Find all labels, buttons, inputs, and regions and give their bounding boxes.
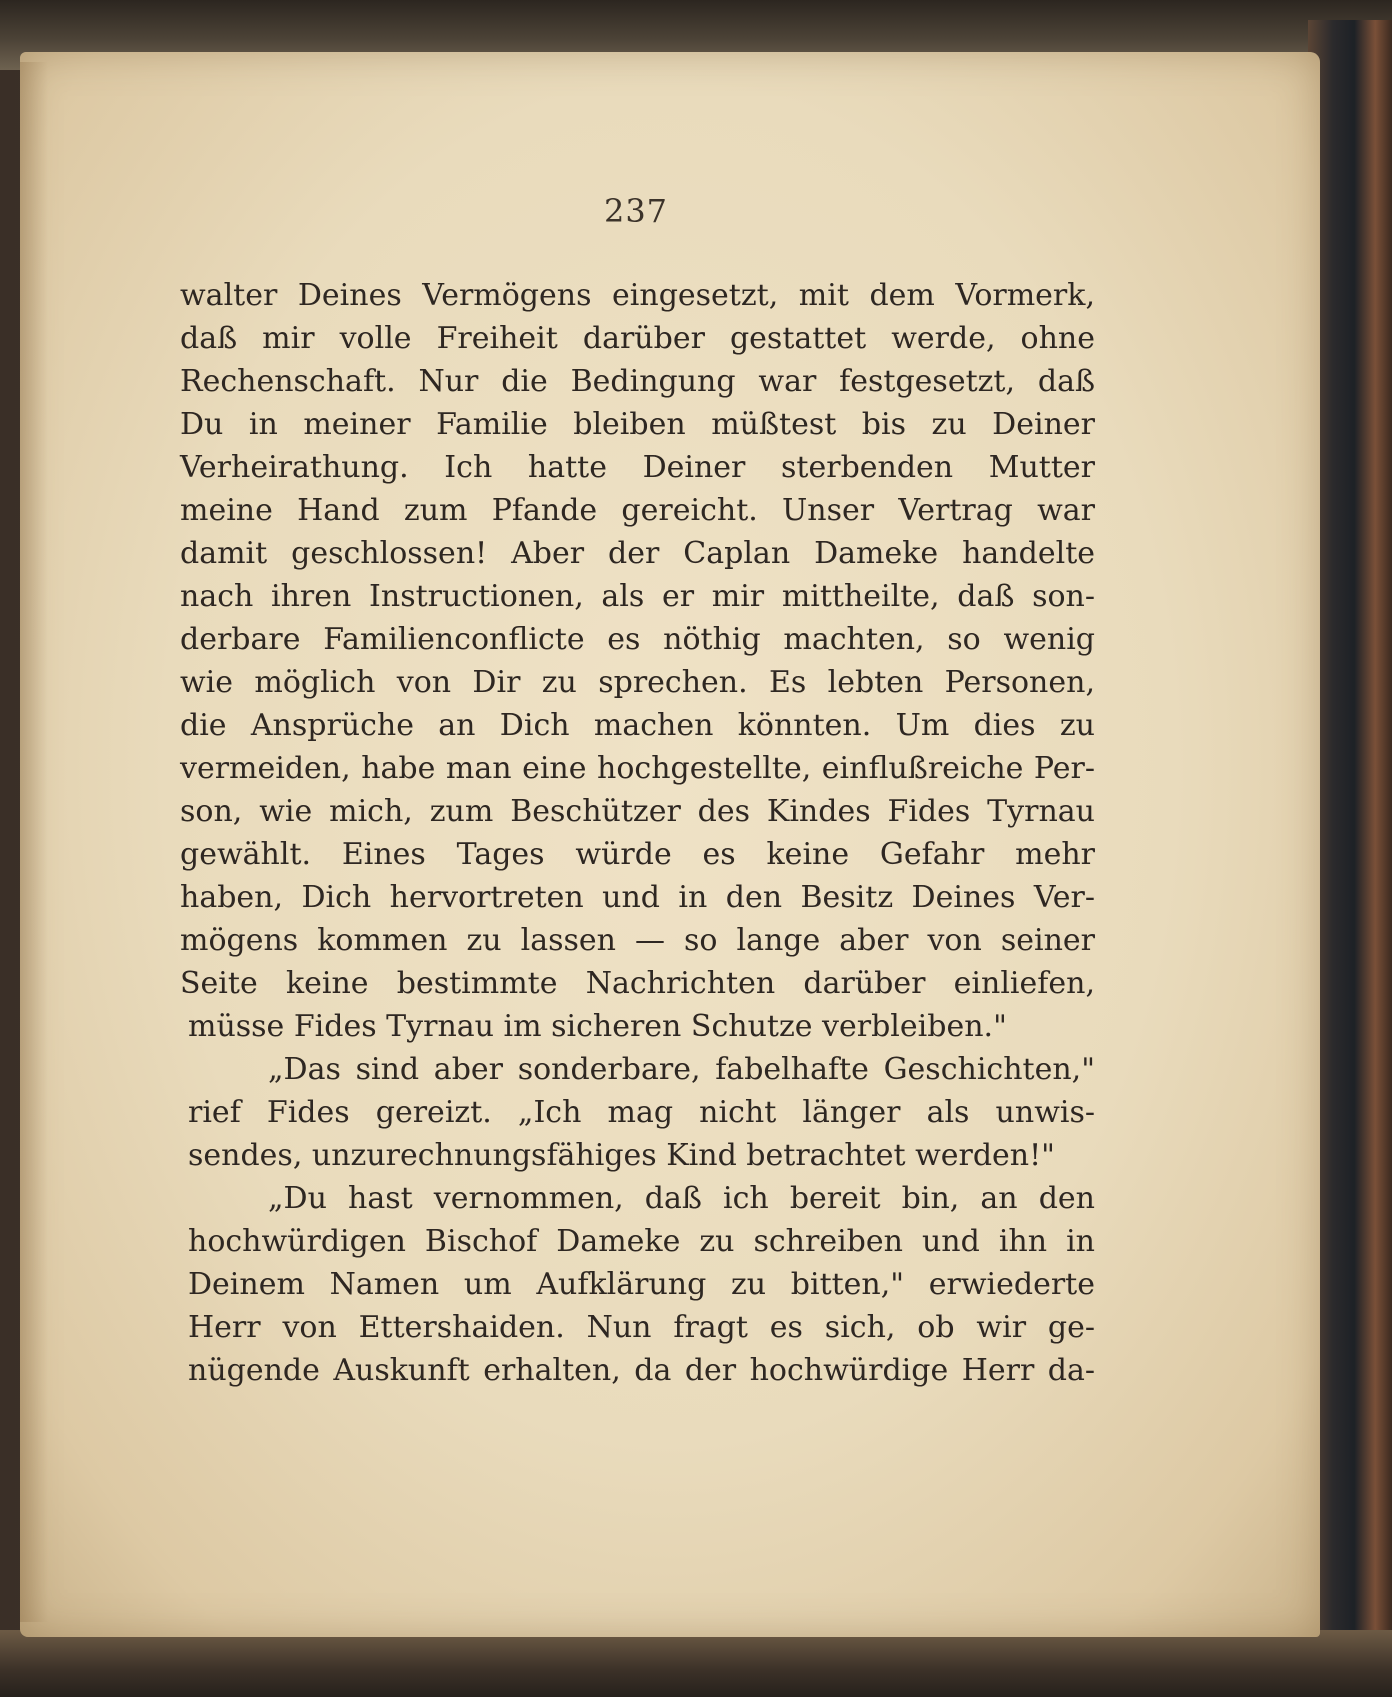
text-line: „Du hast vernommen, daß ich bereit bin, an den bbox=[268, 1181, 1095, 1216]
text-line: Verheirathung. Ich hatte Deiner sterbenden Mutter bbox=[180, 450, 1095, 485]
text-line: Rechenschaft. Nur die Bedingung war festgesetzt, daß bbox=[180, 364, 1095, 399]
text-line: Seite keine bestimmte Nachrichten darüber einliefen, bbox=[180, 966, 1095, 1001]
text-line: gewählt. Eines Tages würde es keine Gefahr mehr bbox=[180, 837, 1095, 872]
book-bottom-edge bbox=[0, 1630, 1392, 1697]
text-line: son, wie mich, zum Beschützer des Kindes Fides Tyrnau bbox=[180, 794, 1095, 829]
book-spine bbox=[1308, 20, 1392, 1670]
text-line: die Ansprüche an Dich machen könnten. Um dies zu bbox=[180, 708, 1095, 743]
text-line: damit geschlossen! Aber der Caplan Dameke handelte bbox=[180, 536, 1095, 571]
text-line: nach ihren Instructionen, als er mir mittheilte, daß son- bbox=[180, 579, 1095, 614]
text-line: daß mir volle Freiheit darüber gestattet werde, ohne bbox=[180, 321, 1095, 356]
text-line: Deinem Namen um Aufklärung zu bitten," erwiederte bbox=[188, 1267, 1095, 1302]
text-line: walter Deines Vermögens eingesetzt, mit dem Vormerk, bbox=[180, 278, 1095, 313]
text-line: müsse Fides Tyrnau im sicheren Schutze verbleiben." bbox=[188, 1009, 1007, 1044]
text-line: mögens kommen zu lassen — so lange aber von seiner bbox=[180, 923, 1095, 958]
text-line: rief Fides gereizt. „Ich mag nicht länger als unwis- bbox=[188, 1095, 1095, 1130]
text-line: wie möglich von Dir zu sprechen. Es lebten Personen, bbox=[180, 665, 1095, 700]
text-line: sendes, unzurechnungsfähiges Kind betrachtet werden!" bbox=[188, 1138, 1055, 1173]
body-text bbox=[180, 274, 1095, 1392]
text-line: hochwürdigen Bischof Dameke zu schreiben und ihn in bbox=[188, 1224, 1095, 1259]
page-number: 237 bbox=[603, 192, 669, 230]
text-line: „Das sind aber sonderbare, fabelhafte Geschichten," bbox=[268, 1052, 1095, 1087]
text-line: meine Hand zum Pfande gereicht. Unser Vertrag war bbox=[180, 493, 1095, 528]
text-line: vermeiden, habe man eine hochgestellte, einflußreiche Per- bbox=[180, 751, 1095, 786]
text-line: Du in meiner Familie bleiben müßtest bis zu Deiner bbox=[180, 407, 1095, 442]
text-line: nügende Auskunft erhalten, da der hochwürdige Herr da- bbox=[188, 1353, 1095, 1388]
text-line: haben, Dich hervortreten und in den Besitz Deines Ver- bbox=[180, 880, 1095, 915]
book-page bbox=[20, 52, 1320, 1637]
text-line: Herr von Ettershaiden. Nun fragt es sich, ob wir ge- bbox=[188, 1310, 1095, 1345]
text-line: derbare Familienconflicte es nöthig machten, so wenig bbox=[180, 622, 1095, 657]
page-gutter-shadow bbox=[20, 62, 48, 1622]
